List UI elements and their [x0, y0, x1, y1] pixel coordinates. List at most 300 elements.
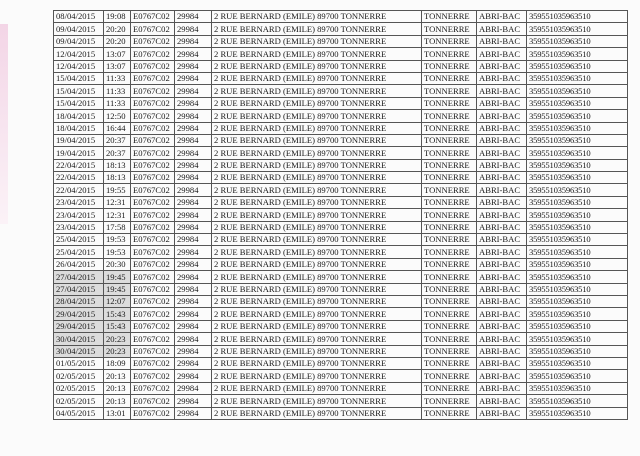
code-cell: E0767C02: [131, 122, 175, 134]
time-cell: 13:01: [104, 407, 131, 419]
table-row: [54, 234, 628, 246]
number-cell: 29984: [175, 147, 212, 159]
code-cell: E0767C02: [131, 134, 175, 146]
imei-cell: 359551035963510: [527, 147, 628, 159]
type-cell: ABRI-BAC: [477, 48, 527, 60]
imei-cell: 359551035963510: [527, 11, 628, 23]
number-cell: 29984: [175, 345, 212, 357]
table-row: [54, 395, 628, 407]
number-cell: 29984: [175, 308, 212, 320]
table-row: [54, 134, 628, 146]
city-cell: TONNERRE: [422, 159, 477, 171]
type-cell: ABRI-BAC: [477, 85, 527, 97]
city-cell: TONNERRE: [422, 333, 477, 345]
access-log-body: [54, 11, 628, 420]
date-cell: 27/04/2015: [54, 283, 104, 295]
address-cell: 2 RUE BERNARD (EMILE) 89700 TONNERRE: [212, 196, 422, 208]
code-cell: E0767C02: [131, 395, 175, 407]
date-cell: 09/04/2015: [54, 35, 104, 47]
city-cell: TONNERRE: [422, 134, 477, 146]
city-cell: TONNERRE: [422, 97, 477, 109]
table-row: [54, 246, 628, 258]
date-cell: 23/04/2015: [54, 196, 104, 208]
type-cell: ABRI-BAC: [477, 134, 527, 146]
city-cell: TONNERRE: [422, 209, 477, 221]
number-cell: 29984: [175, 122, 212, 134]
time-cell: 18:13: [104, 159, 131, 171]
code-cell: E0767C02: [131, 271, 175, 283]
date-cell: 15/04/2015: [54, 85, 104, 97]
code-cell: E0767C02: [131, 333, 175, 345]
table-row: [54, 308, 628, 320]
number-cell: 29984: [175, 184, 212, 196]
code-cell: E0767C02: [131, 407, 175, 419]
number-cell: 29984: [175, 134, 212, 146]
code-cell: E0767C02: [131, 97, 175, 109]
table-row: [54, 35, 628, 47]
code-cell: E0767C02: [131, 23, 175, 35]
city-cell: TONNERRE: [422, 407, 477, 419]
table-row: [54, 196, 628, 208]
address-cell: 2 RUE BERNARD (EMILE) 89700 TONNERRE: [212, 308, 422, 320]
code-cell: E0767C02: [131, 110, 175, 122]
city-cell: TONNERRE: [422, 11, 477, 23]
city-cell: TONNERRE: [422, 221, 477, 233]
time-cell: 20:37: [104, 147, 131, 159]
time-cell: 11:33: [104, 97, 131, 109]
city-cell: TONNERRE: [422, 35, 477, 47]
table-row: [54, 345, 628, 357]
time-cell: 18:09: [104, 357, 131, 369]
table-row: [54, 23, 628, 35]
code-cell: E0767C02: [131, 370, 175, 382]
city-cell: TONNERRE: [422, 234, 477, 246]
table-row: [54, 184, 628, 196]
type-cell: ABRI-BAC: [477, 209, 527, 221]
imei-cell: 359551035963510: [527, 258, 628, 270]
type-cell: ABRI-BAC: [477, 320, 527, 332]
number-cell: 29984: [175, 258, 212, 270]
number-cell: 29984: [175, 60, 212, 72]
time-cell: 11:33: [104, 72, 131, 84]
table-row: [54, 407, 628, 419]
imei-cell: 359551035963510: [527, 23, 628, 35]
table-row: [54, 85, 628, 97]
address-cell: 2 RUE BERNARD (EMILE) 89700 TONNERRE: [212, 159, 422, 171]
city-cell: TONNERRE: [422, 172, 477, 184]
number-cell: 29984: [175, 357, 212, 369]
address-cell: 2 RUE BERNARD (EMILE) 89700 TONNERRE: [212, 407, 422, 419]
table-row: [54, 357, 628, 369]
address-cell: 2 RUE BERNARD (EMILE) 89700 TONNERRE: [212, 221, 422, 233]
number-cell: 29984: [175, 271, 212, 283]
date-cell: 23/04/2015: [54, 221, 104, 233]
type-cell: ABRI-BAC: [477, 122, 527, 134]
address-cell: 2 RUE BERNARD (EMILE) 89700 TONNERRE: [212, 234, 422, 246]
address-cell: 2 RUE BERNARD (EMILE) 89700 TONNERRE: [212, 295, 422, 307]
address-cell: 2 RUE BERNARD (EMILE) 89700 TONNERRE: [212, 110, 422, 122]
date-cell: 19/04/2015: [54, 134, 104, 146]
city-cell: TONNERRE: [422, 370, 477, 382]
type-cell: ABRI-BAC: [477, 110, 527, 122]
number-cell: 29984: [175, 320, 212, 332]
number-cell: 29984: [175, 333, 212, 345]
code-cell: E0767C02: [131, 72, 175, 84]
time-cell: 17:58: [104, 221, 131, 233]
margin-color-bleed: [0, 24, 8, 224]
date-cell: 02/05/2015: [54, 370, 104, 382]
table-row: [54, 172, 628, 184]
imei-cell: 359551035963510: [527, 382, 628, 394]
time-cell: 16:44: [104, 122, 131, 134]
time-cell: 11:33: [104, 85, 131, 97]
time-cell: 13:07: [104, 48, 131, 60]
imei-cell: 359551035963510: [527, 345, 628, 357]
time-cell: 19:53: [104, 246, 131, 258]
date-cell: 23/04/2015: [54, 209, 104, 221]
city-cell: TONNERRE: [422, 122, 477, 134]
code-cell: E0767C02: [131, 283, 175, 295]
code-cell: E0767C02: [131, 11, 175, 23]
imei-cell: 359551035963510: [527, 271, 628, 283]
address-cell: 2 RUE BERNARD (EMILE) 89700 TONNERRE: [212, 11, 422, 23]
address-cell: 2 RUE BERNARD (EMILE) 89700 TONNERRE: [212, 271, 422, 283]
time-cell: 12:31: [104, 196, 131, 208]
type-cell: ABRI-BAC: [477, 159, 527, 171]
imei-cell: 359551035963510: [527, 295, 628, 307]
type-cell: ABRI-BAC: [477, 370, 527, 382]
table-row: [54, 370, 628, 382]
imei-cell: 359551035963510: [527, 370, 628, 382]
imei-cell: 359551035963510: [527, 246, 628, 258]
table-row: [54, 382, 628, 394]
type-cell: ABRI-BAC: [477, 147, 527, 159]
type-cell: ABRI-BAC: [477, 345, 527, 357]
table-row: [54, 320, 628, 332]
number-cell: 29984: [175, 97, 212, 109]
type-cell: ABRI-BAC: [477, 283, 527, 295]
number-cell: 29984: [175, 395, 212, 407]
type-cell: ABRI-BAC: [477, 258, 527, 270]
time-cell: 12:07: [104, 295, 131, 307]
city-cell: TONNERRE: [422, 60, 477, 72]
date-cell: 02/05/2015: [54, 395, 104, 407]
number-cell: 29984: [175, 283, 212, 295]
type-cell: ABRI-BAC: [477, 72, 527, 84]
date-cell: 12/04/2015: [54, 60, 104, 72]
table-row: [54, 209, 628, 221]
time-cell: 20:23: [104, 345, 131, 357]
date-cell: 18/04/2015: [54, 122, 104, 134]
type-cell: ABRI-BAC: [477, 271, 527, 283]
code-cell: E0767C02: [131, 184, 175, 196]
time-cell: 20:13: [104, 382, 131, 394]
type-cell: ABRI-BAC: [477, 221, 527, 233]
imei-cell: 359551035963510: [527, 308, 628, 320]
table-row: [54, 258, 628, 270]
code-cell: E0767C02: [131, 246, 175, 258]
city-cell: TONNERRE: [422, 110, 477, 122]
access-log-table: [53, 10, 628, 420]
type-cell: ABRI-BAC: [477, 407, 527, 419]
code-cell: E0767C02: [131, 357, 175, 369]
type-cell: ABRI-BAC: [477, 308, 527, 320]
time-cell: 19:08: [104, 11, 131, 23]
type-cell: ABRI-BAC: [477, 172, 527, 184]
address-cell: 2 RUE BERNARD (EMILE) 89700 TONNERRE: [212, 85, 422, 97]
time-cell: 19:45: [104, 283, 131, 295]
address-cell: 2 RUE BERNARD (EMILE) 89700 TONNERRE: [212, 48, 422, 60]
address-cell: 2 RUE BERNARD (EMILE) 89700 TONNERRE: [212, 134, 422, 146]
number-cell: 29984: [175, 159, 212, 171]
date-cell: 09/04/2015: [54, 23, 104, 35]
address-cell: 2 RUE BERNARD (EMILE) 89700 TONNERRE: [212, 345, 422, 357]
time-cell: 20:13: [104, 370, 131, 382]
address-cell: 2 RUE BERNARD (EMILE) 89700 TONNERRE: [212, 122, 422, 134]
number-cell: 29984: [175, 110, 212, 122]
city-cell: TONNERRE: [422, 72, 477, 84]
code-cell: E0767C02: [131, 196, 175, 208]
date-cell: 29/04/2015: [54, 308, 104, 320]
date-cell: 15/04/2015: [54, 72, 104, 84]
imei-cell: 359551035963510: [527, 159, 628, 171]
code-cell: E0767C02: [131, 48, 175, 60]
type-cell: ABRI-BAC: [477, 60, 527, 72]
code-cell: E0767C02: [131, 320, 175, 332]
number-cell: 29984: [175, 35, 212, 47]
date-cell: 22/04/2015: [54, 184, 104, 196]
date-cell: 25/04/2015: [54, 246, 104, 258]
code-cell: E0767C02: [131, 308, 175, 320]
table-row: [54, 60, 628, 72]
address-cell: 2 RUE BERNARD (EMILE) 89700 TONNERRE: [212, 395, 422, 407]
address-cell: 2 RUE BERNARD (EMILE) 89700 TONNERRE: [212, 382, 422, 394]
time-cell: 18:13: [104, 172, 131, 184]
number-cell: 29984: [175, 407, 212, 419]
number-cell: 29984: [175, 370, 212, 382]
date-cell: 15/04/2015: [54, 97, 104, 109]
code-cell: E0767C02: [131, 159, 175, 171]
city-cell: TONNERRE: [422, 308, 477, 320]
time-cell: 20:20: [104, 35, 131, 47]
imei-cell: 359551035963510: [527, 221, 628, 233]
time-cell: 19:53: [104, 234, 131, 246]
code-cell: E0767C02: [131, 35, 175, 47]
address-cell: 2 RUE BERNARD (EMILE) 89700 TONNERRE: [212, 357, 422, 369]
imei-cell: 359551035963510: [527, 333, 628, 345]
city-cell: TONNERRE: [422, 23, 477, 35]
number-cell: 29984: [175, 295, 212, 307]
number-cell: 29984: [175, 48, 212, 60]
city-cell: TONNERRE: [422, 295, 477, 307]
imei-cell: 359551035963510: [527, 234, 628, 246]
type-cell: ABRI-BAC: [477, 196, 527, 208]
date-cell: 12/04/2015: [54, 48, 104, 60]
address-cell: 2 RUE BERNARD (EMILE) 89700 TONNERRE: [212, 172, 422, 184]
table-row: [54, 110, 628, 122]
code-cell: E0767C02: [131, 234, 175, 246]
type-cell: ABRI-BAC: [477, 395, 527, 407]
address-cell: 2 RUE BERNARD (EMILE) 89700 TONNERRE: [212, 209, 422, 221]
time-cell: 19:45: [104, 271, 131, 283]
time-cell: 19:55: [104, 184, 131, 196]
table-row: [54, 11, 628, 23]
code-cell: E0767C02: [131, 85, 175, 97]
city-cell: TONNERRE: [422, 283, 477, 295]
code-cell: E0767C02: [131, 258, 175, 270]
imei-cell: 359551035963510: [527, 60, 628, 72]
date-cell: 18/04/2015: [54, 110, 104, 122]
city-cell: TONNERRE: [422, 184, 477, 196]
imei-cell: 359551035963510: [527, 110, 628, 122]
imei-cell: 359551035963510: [527, 48, 628, 60]
table-row: [54, 159, 628, 171]
address-cell: 2 RUE BERNARD (EMILE) 89700 TONNERRE: [212, 258, 422, 270]
table-row: [54, 295, 628, 307]
date-cell: 25/04/2015: [54, 234, 104, 246]
code-cell: E0767C02: [131, 345, 175, 357]
imei-cell: 359551035963510: [527, 357, 628, 369]
time-cell: 12:31: [104, 209, 131, 221]
code-cell: E0767C02: [131, 60, 175, 72]
date-cell: 22/04/2015: [54, 172, 104, 184]
time-cell: 15:43: [104, 308, 131, 320]
time-cell: 15:43: [104, 320, 131, 332]
city-cell: TONNERRE: [422, 147, 477, 159]
number-cell: 29984: [175, 382, 212, 394]
address-cell: 2 RUE BERNARD (EMILE) 89700 TONNERRE: [212, 333, 422, 345]
address-cell: 2 RUE BERNARD (EMILE) 89700 TONNERRE: [212, 184, 422, 196]
city-cell: TONNERRE: [422, 258, 477, 270]
address-cell: 2 RUE BERNARD (EMILE) 89700 TONNERRE: [212, 320, 422, 332]
address-cell: 2 RUE BERNARD (EMILE) 89700 TONNERRE: [212, 283, 422, 295]
city-cell: TONNERRE: [422, 345, 477, 357]
imei-cell: 359551035963510: [527, 134, 628, 146]
table-row: [54, 122, 628, 134]
type-cell: ABRI-BAC: [477, 357, 527, 369]
type-cell: ABRI-BAC: [477, 234, 527, 246]
table-row: [54, 147, 628, 159]
date-cell: 26/04/2015: [54, 258, 104, 270]
number-cell: 29984: [175, 246, 212, 258]
date-cell: 19/04/2015: [54, 147, 104, 159]
address-cell: 2 RUE BERNARD (EMILE) 89700 TONNERRE: [212, 60, 422, 72]
table-row: [54, 48, 628, 60]
table-row: [54, 221, 628, 233]
city-cell: TONNERRE: [422, 196, 477, 208]
address-cell: 2 RUE BERNARD (EMILE) 89700 TONNERRE: [212, 370, 422, 382]
type-cell: ABRI-BAC: [477, 11, 527, 23]
imei-cell: 359551035963510: [527, 283, 628, 295]
type-cell: ABRI-BAC: [477, 97, 527, 109]
number-cell: 29984: [175, 209, 212, 221]
time-cell: 20:30: [104, 258, 131, 270]
table-row: [54, 72, 628, 84]
imei-cell: 359551035963510: [527, 172, 628, 184]
date-cell: 30/04/2015: [54, 333, 104, 345]
number-cell: 29984: [175, 196, 212, 208]
date-cell: 28/04/2015: [54, 295, 104, 307]
number-cell: 29984: [175, 172, 212, 184]
time-cell: 20:23: [104, 333, 131, 345]
type-cell: ABRI-BAC: [477, 295, 527, 307]
time-cell: 13:07: [104, 60, 131, 72]
city-cell: TONNERRE: [422, 395, 477, 407]
time-cell: 20:37: [104, 134, 131, 146]
imei-cell: 359551035963510: [527, 122, 628, 134]
type-cell: ABRI-BAC: [477, 35, 527, 47]
number-cell: 29984: [175, 234, 212, 246]
imei-cell: 359551035963510: [527, 209, 628, 221]
address-cell: 2 RUE BERNARD (EMILE) 89700 TONNERRE: [212, 23, 422, 35]
date-cell: 30/04/2015: [54, 345, 104, 357]
code-cell: E0767C02: [131, 295, 175, 307]
imei-cell: 359551035963510: [527, 72, 628, 84]
date-cell: 29/04/2015: [54, 320, 104, 332]
table-row: [54, 283, 628, 295]
city-cell: TONNERRE: [422, 320, 477, 332]
number-cell: 29984: [175, 23, 212, 35]
imei-cell: 359551035963510: [527, 196, 628, 208]
address-cell: 2 RUE BERNARD (EMILE) 89700 TONNERRE: [212, 246, 422, 258]
time-cell: 12:50: [104, 110, 131, 122]
imei-cell: 359551035963510: [527, 395, 628, 407]
imei-cell: 359551035963510: [527, 35, 628, 47]
type-cell: ABRI-BAC: [477, 23, 527, 35]
city-cell: TONNERRE: [422, 382, 477, 394]
number-cell: 29984: [175, 221, 212, 233]
city-cell: TONNERRE: [422, 357, 477, 369]
address-cell: 2 RUE BERNARD (EMILE) 89700 TONNERRE: [212, 147, 422, 159]
type-cell: ABRI-BAC: [477, 333, 527, 345]
imei-cell: 359551035963510: [527, 320, 628, 332]
code-cell: E0767C02: [131, 221, 175, 233]
table-row: [54, 271, 628, 283]
address-cell: 2 RUE BERNARD (EMILE) 89700 TONNERRE: [212, 35, 422, 47]
imei-cell: 359551035963510: [527, 97, 628, 109]
number-cell: 29984: [175, 85, 212, 97]
imei-cell: 359551035963510: [527, 85, 628, 97]
table-row: [54, 333, 628, 345]
city-cell: TONNERRE: [422, 246, 477, 258]
table-row: [54, 97, 628, 109]
city-cell: TONNERRE: [422, 48, 477, 60]
time-cell: 20:13: [104, 395, 131, 407]
code-cell: E0767C02: [131, 147, 175, 159]
city-cell: TONNERRE: [422, 271, 477, 283]
code-cell: E0767C02: [131, 172, 175, 184]
type-cell: ABRI-BAC: [477, 382, 527, 394]
date-cell: 22/04/2015: [54, 159, 104, 171]
date-cell: 04/05/2015: [54, 407, 104, 419]
time-cell: 20:20: [104, 23, 131, 35]
imei-cell: 359551035963510: [527, 407, 628, 419]
address-cell: 2 RUE BERNARD (EMILE) 89700 TONNERRE: [212, 72, 422, 84]
address-cell: 2 RUE BERNARD (EMILE) 89700 TONNERRE: [212, 97, 422, 109]
imei-cell: 359551035963510: [527, 184, 628, 196]
code-cell: E0767C02: [131, 382, 175, 394]
city-cell: TONNERRE: [422, 85, 477, 97]
number-cell: 29984: [175, 11, 212, 23]
date-cell: 27/04/2015: [54, 271, 104, 283]
date-cell: 02/05/2015: [54, 382, 104, 394]
type-cell: ABRI-BAC: [477, 246, 527, 258]
number-cell: 29984: [175, 72, 212, 84]
date-cell: 01/05/2015: [54, 357, 104, 369]
type-cell: ABRI-BAC: [477, 184, 527, 196]
date-cell: 08/04/2015: [54, 11, 104, 23]
code-cell: E0767C02: [131, 209, 175, 221]
